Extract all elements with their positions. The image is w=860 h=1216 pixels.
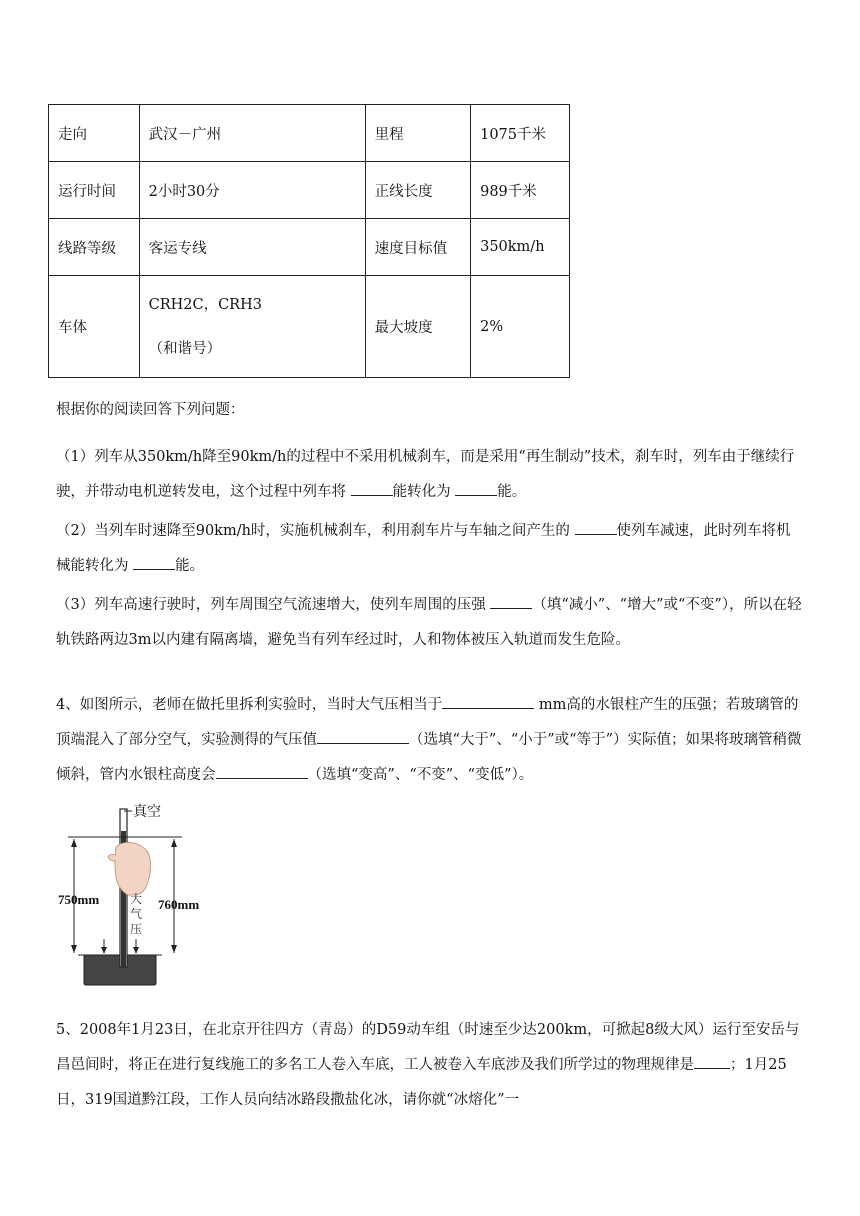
table-cell: 2% [471, 276, 570, 378]
question-text: （选填“大于”、“小于”或“等于”）实际值；如果将玻璃管稍微倾斜，管内水银柱高度会 [56, 732, 802, 783]
table-cell [139, 276, 365, 378]
atm-label-char: 大 [130, 892, 143, 906]
question-text: （1）列车从350km/h降至90km/h的过程中不采用机械刹车，而是采用“再生制动”技术，刹车时，列车由于继续行驶，并带动电机逆转发电，这个过程中列车将 [56, 449, 795, 500]
hand-icon [115, 843, 151, 896]
question-text: mm高的水银柱产生的压强；若玻璃管的顶端混入了部分空气，实验测得的气压值 [56, 697, 799, 748]
right-height-label: 760mm [158, 897, 200, 912]
question-text: （填“减小”、“增大”或“不变”），所以在轻轨铁路两边3m以内建有隔离墙，避免当有列车经过时，人和物体被压入轨道而发生危险。 [56, 597, 802, 648]
train-info-table [48, 104, 570, 378]
table-cell: 1075千米 [471, 105, 570, 162]
table-row [49, 276, 570, 378]
answer-blank[interactable] [455, 479, 497, 496]
answer-blank[interactable] [351, 479, 393, 496]
table-cell: 走向 [49, 105, 140, 162]
answer-blank[interactable] [575, 518, 617, 535]
table-cell: 里程 [365, 105, 470, 162]
question-text: 4、如图所示，老师在做托里拆利实验时，当时大气压相当于 [56, 697, 443, 713]
question-text: （2）当列车时速降至90km/h时，实施机械刹车，利用刹车片与车轴之间产生的 [56, 523, 570, 539]
answer-blank[interactable] [490, 592, 532, 609]
table-cell: 客运专线 [139, 219, 365, 276]
intro-text: 根据你的阅读回答下列问题： [56, 402, 245, 418]
answer-blank[interactable] [694, 1052, 730, 1069]
table-row [49, 219, 570, 276]
answer-blank[interactable] [216, 762, 308, 779]
table-cell: 989千米 [471, 162, 570, 219]
table-cell: 武汉－广州 [139, 105, 365, 162]
question-text: 5、2008年1月23日，在北京开往四方（青岛）的D59动车组（时速至少达200km，可掀起8级大风）运行至安岳与昌邑间时，将正在进行复线施工的多名工人卷入车底，工人被卷入车底涉及我们所学过的物理规律是 [56, 1022, 800, 1073]
table-cell: 2小时30分 [139, 162, 365, 219]
table-row [49, 162, 570, 219]
table-row [49, 105, 570, 162]
question-text: 使列车减速，此时列车将机械能转化为 [56, 523, 791, 574]
left-height-label: 750mm [58, 892, 100, 907]
vacuum-label: 真空 [133, 804, 161, 820]
question-1 [56, 440, 802, 510]
car-model-line: CRH2C，CRH3 [148, 296, 262, 313]
question-text: 能。 [497, 484, 527, 500]
table-cell: 线路等级 [49, 219, 140, 276]
table-cell: 最大坡度 [365, 276, 470, 378]
atm-label-char: 气 [130, 907, 143, 921]
table-cell: 运行时间 [49, 162, 140, 219]
table-cell: 车体 [49, 276, 140, 378]
question-3 [56, 588, 802, 658]
answer-blank[interactable] [317, 727, 409, 744]
question-text: ；1月25日，319国道黔江段，工作人员向结冰路段撒盐化冰，请你就“冰熔化”一 [56, 1057, 787, 1108]
answer-blank[interactable] [442, 692, 534, 709]
question-4 [56, 688, 802, 793]
question-5 [56, 1013, 802, 1118]
car-model-line: （和谐号） [148, 340, 222, 357]
question-text: 能转化为 [392, 484, 451, 500]
table-cell: 速度目标值 [365, 219, 470, 276]
torricelli-experiment-figure [58, 803, 218, 989]
table-cell: 正线长度 [365, 162, 470, 219]
table-cell: 350km/h [471, 219, 570, 276]
question-text: 能。 [175, 558, 205, 574]
torricelli-diagram [58, 803, 218, 989]
question-text: （3）列车高速行驶时，列车周围空气流速增大，使列车周围的压强 [56, 597, 486, 613]
question-text: （选填“变高”、“不变”、“变低”）。 [307, 767, 534, 783]
atm-label-char: 压 [130, 922, 143, 936]
answer-blank[interactable] [133, 553, 175, 570]
question-2 [56, 514, 802, 584]
